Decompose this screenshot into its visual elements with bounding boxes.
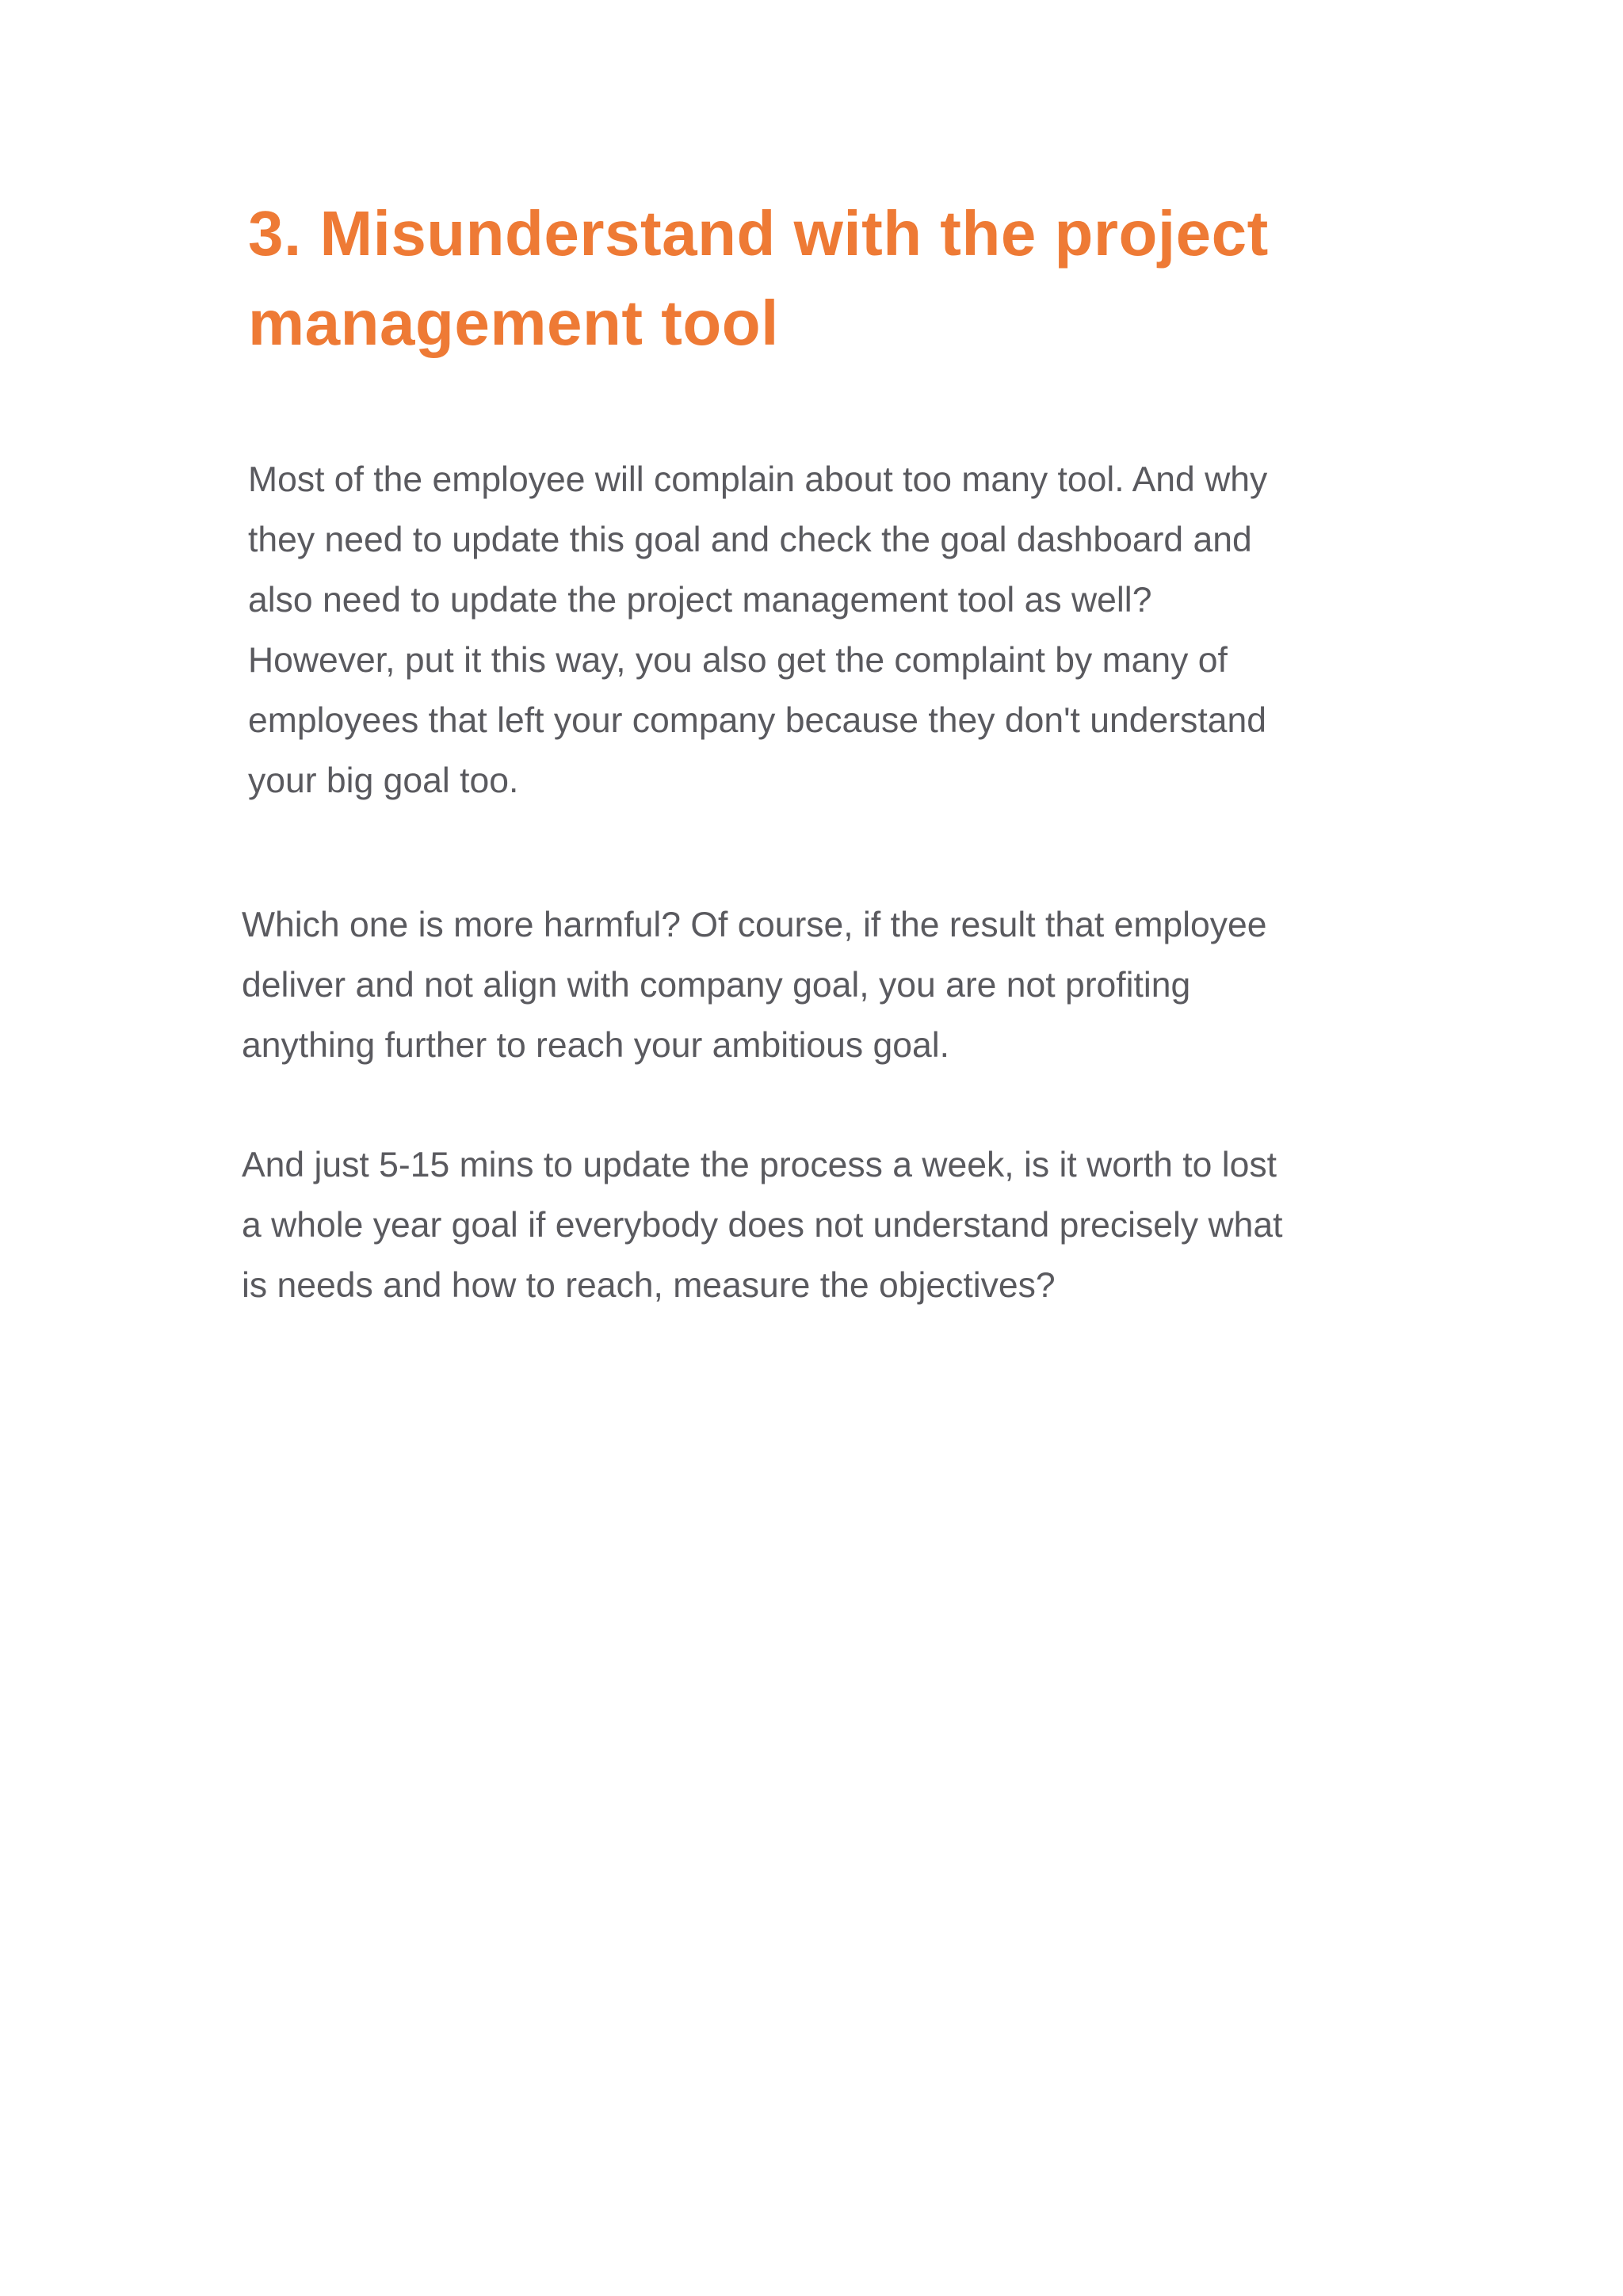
body-paragraph-1: Most of the employee will complain about too many tool. And why they need to update this goal and check the goal dashboard and also need to update the project management tool as well? However, put it this way, you also get the complaint by many of employees that left your company because they don't understand your big goal too. [248, 460, 1268, 800]
section-heading: 3. Misunderstand with the project management tool [248, 198, 1269, 358]
body-paragraph-3: And just 5-15 mins to update the process a week, is it worth to lost a whole year goal if everybody does not understand precisely what is needs and how to reach, measure the objectives? [242, 1146, 1283, 1305]
body-paragraph-2: Which one is more harmful? Of course, if the result that employee deliver and not align with company goal, you are not profiting anything further to reach your ambitious goal. [242, 906, 1267, 1065]
